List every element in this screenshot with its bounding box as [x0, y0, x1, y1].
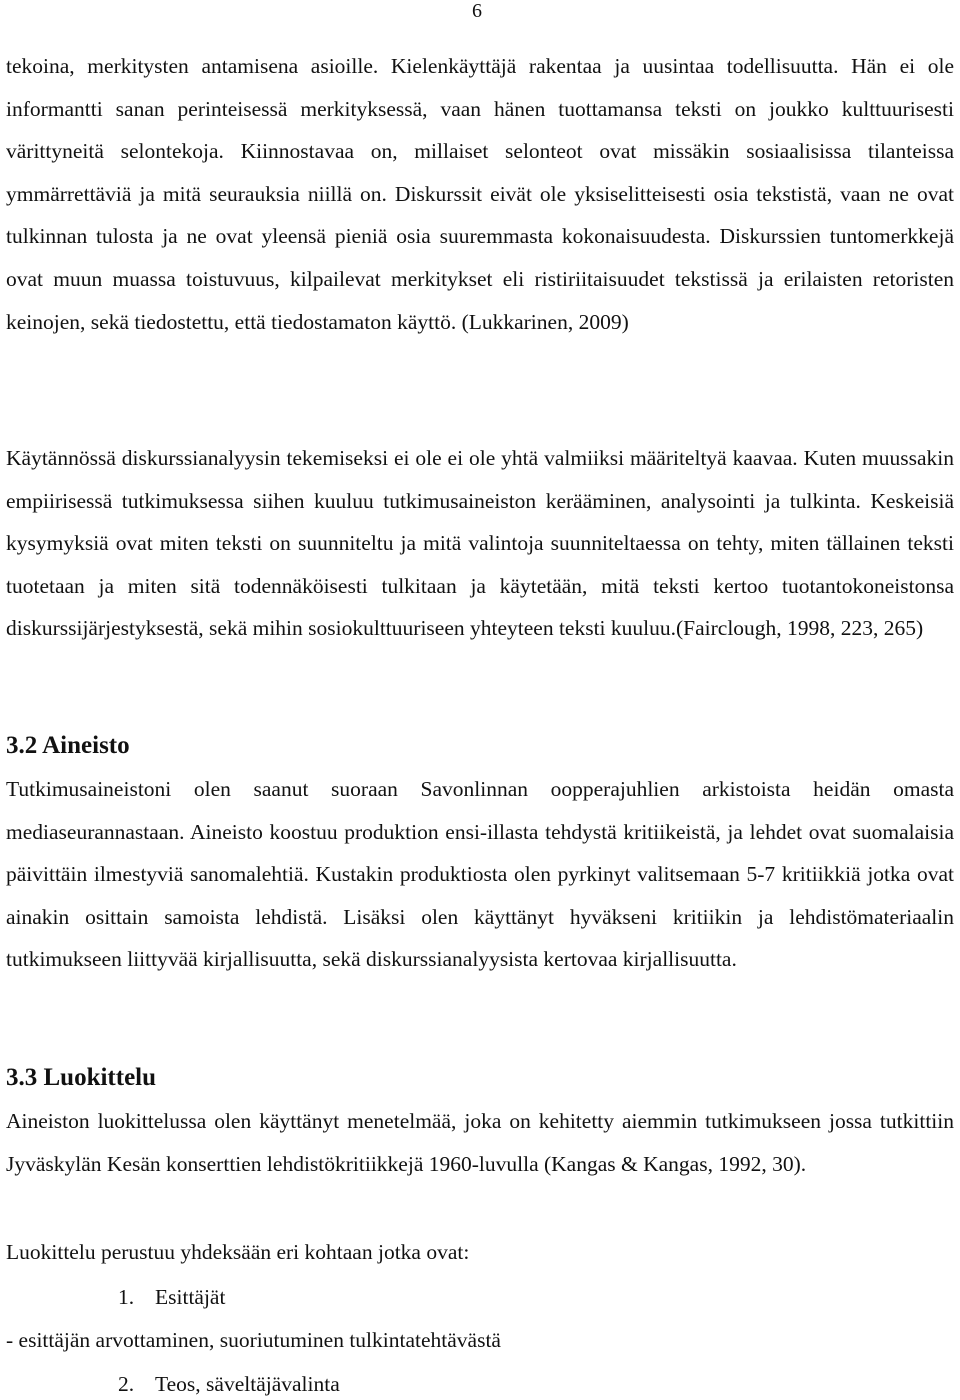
list-item-label: Esittäjät [155, 1285, 226, 1309]
paragraph-text: Tutkimusaineistoni olen saanut suoraan Savonlinnan oopperajuhlien arkistoista heidän omasta mediaseurannastaan. Aineisto koostuu produktion ensi-illasta tehdystä kritiikeistä, ja lehdet ovat suomalaisia päivittäin ilmestyviä sanomalehtiä. Kustakin produktiosta olen pyrkinyt valitsemaan 5-7 kritiikkiä jotka ovat ainakin osittain samoista lehdistä. Lisäksi olen käyttänyt hyväkseni kritiikin ja lehdistömateriaalin tutkimukseen liittyvää kirjallisuutta, sekä diskurssianalyysista kertovaa kirjallisuutta. [6, 777, 954, 972]
paragraph-text: Käytännössä diskurssianalyysin tekemiseksi ei ole ei ole yhtä valmiiksi määriteltyä kaavaa. Kuten muussakin empiirisessä tutkimuksessa siihen kuuluu tutkimusaineiston kerääminen, analysointi ja tulkinta. Keskeisiä kysymyksiä ovat miten teksti on suunniteltu ja mitä valintoja suunniteltaessa on tehty, miten tällainen teksti tuotetaan ja miten sitä todennäköisesti tulkitaan ja käytetään, mitä teksti kertoo tuotantokoneistonsa diskurssijärjestyksestä, sekä mihin sosiokulttuuriseen yhteyteen teksti kuuluu.(Fairclough, 1998, 223, 265) [6, 446, 954, 641]
list-item [118, 1369, 340, 1399]
list-item [118, 1282, 225, 1312]
page-number: 6 [472, 0, 482, 22]
paragraph-text: Aineiston luokittelussa olen käyttänyt menetelmää, joka on kehitetty aiemmin tutkimukseen jossa tutkittiin Jyväskylän Kesän konserttien lehdistökritiikkejä 1960-luvulla (Kangas & Kangas, 1992, 30). [6, 1109, 954, 1176]
section-heading-aineisto: 3.2 Aineisto [6, 732, 130, 759]
paragraph-classification-method [6, 1100, 954, 1185]
section-heading-luokittelu: 3.3 Luokittelu [6, 1064, 157, 1091]
paragraph-text: tekoina, merkitysten antamisena asioille. Kielenkäyttäjä rakentaa ja uusintaa todellisuutta. Hän ei ole informantti sanan perinteisessä merkityksessä, vaan hänen tuottamansa teksti on joukko kulttuurisesti värittyneitä selontekoja. Kiinnostavaa on, millaiset selonteot ovat missäkin sosiaalisissa tilanteissa ymmärrettäviä ja mitä seurauksia niillä on. Diskurssit eivät ole yksiselitteisesti osia tekstistä, vaan ne ovat tulkinnan tulosta ja ne ovat yleensä pieniä osia suuremmasta kokonaisuudesta. Diskurssien tuntomerkkejä ovat muun muassa toistuvuus, kilpailevat merkitykset eli ristiriitaisuudet tekstissä ja erilaisten retoristen keinojen, sekä tiedostettu, että tiedostamaton käyttö. (Lukkarinen, 2009) [6, 54, 954, 334]
classification-intro: Luokittelu perustuu yhdeksään eri kohtaan jotka ovat: [6, 1240, 470, 1264]
list-item-number: 1. [118, 1285, 135, 1309]
paragraph-research-material [6, 768, 954, 981]
paragraph-discourse-analysis-method [6, 437, 954, 650]
list-item-number: 2. [118, 1372, 135, 1396]
paragraph-discourse-definition [6, 45, 954, 343]
list-item-detail: - esittäjän arvottaminen, suoriutuminen tulkintatehtävästä [6, 1328, 501, 1352]
list-item-label: Teos, säveltäjävalinta [155, 1372, 340, 1396]
